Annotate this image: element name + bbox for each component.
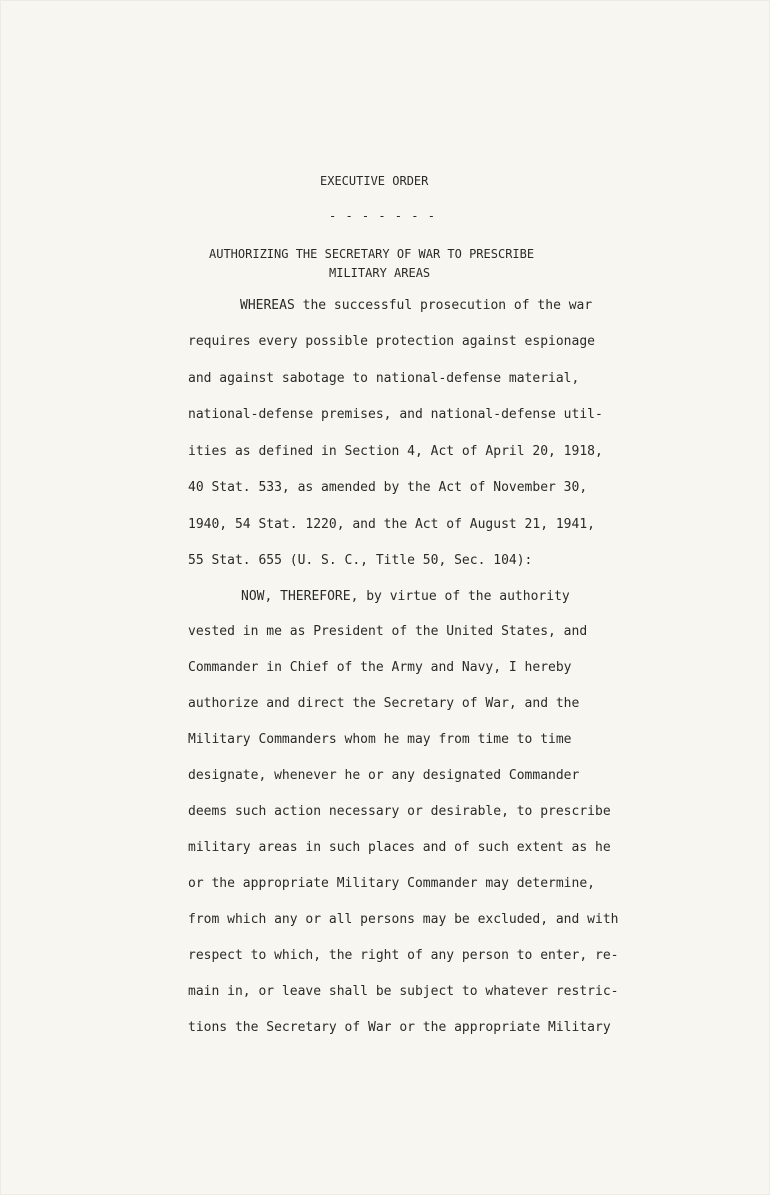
- body-line: authorize and direct the Secretary of War, and the: [188, 696, 580, 711]
- body-line: ities as defined in Section 4, Act of April 20, 1918,: [188, 444, 603, 459]
- body-line: national-defense premises, and national-defense util-: [188, 407, 603, 422]
- body-line: designate, whenever he or any designated Commander: [188, 768, 580, 783]
- body-line: and against sabotage to national-defense material,: [188, 371, 580, 386]
- body-line: respect to which, the right of any person to enter, re-: [188, 948, 619, 963]
- subtitle-line: MILITARY AREAS: [329, 266, 431, 280]
- body-line: 40 Stat. 533, as amended by the Act of November 30,: [188, 480, 588, 495]
- body-line: military areas in such places and of such extent as he: [188, 840, 611, 855]
- body-line: requires every possible protection against espionage: [188, 334, 595, 349]
- body-line: Commander in Chief of the Army and Navy, I hereby: [188, 660, 572, 675]
- subtitle-line: AUTHORIZING THE SECRETARY OF WAR TO PRESCRIBE: [209, 247, 535, 261]
- body-line: 55 Stat. 655 (U. S. C., Title 50, Sec. 104):: [188, 553, 533, 568]
- body-line: vested in me as President of the United States, and: [188, 624, 588, 639]
- body-line: from which any or all persons may be excluded, and with: [188, 912, 619, 927]
- title-separator: - - - - - - -: [329, 209, 436, 223]
- document-title: EXECUTIVE ORDER: [320, 174, 429, 188]
- body-line: deems such action necessary or desirable, to prescribe: [188, 804, 611, 819]
- body-line: 1940, 54 Stat. 1220, and the Act of August 21, 1941,: [188, 517, 595, 532]
- body-line: WHEREAS the successful prosecution of the war: [240, 298, 593, 313]
- body-line: main in, or leave shall be subject to whatever restric-: [188, 984, 619, 999]
- body-line: tions the Secretary of War or the appropriate Military: [188, 1020, 611, 1035]
- body-line: NOW, THEREFORE, by virtue of the authority: [241, 589, 570, 604]
- body-line: or the appropriate Military Commander may determine,: [188, 876, 595, 891]
- body-line: Military Commanders whom he may from time to time: [188, 732, 572, 747]
